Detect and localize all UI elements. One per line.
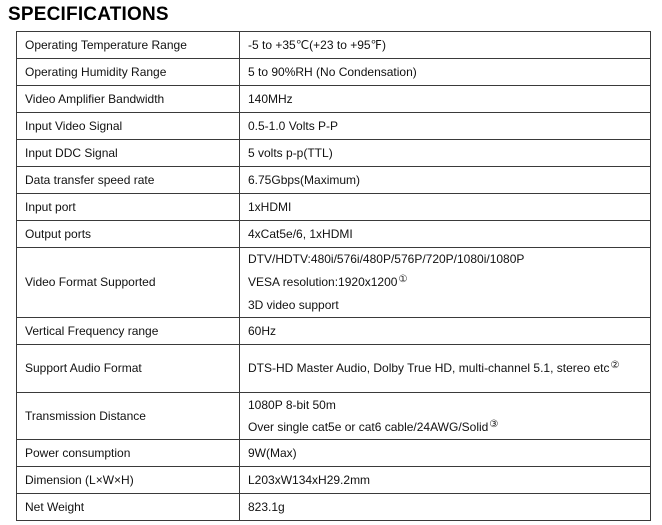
table-row <box>17 32 651 59</box>
spec-value-text: VESA resolution:1920x1200 <box>248 275 398 289</box>
table-row <box>17 140 651 167</box>
spec-label: Data transfer speed rate <box>17 167 240 194</box>
spec-value <box>240 32 651 59</box>
spec-value-line <box>248 173 650 188</box>
footnote-marker: ③ <box>489 419 499 430</box>
spec-value <box>240 467 651 494</box>
spec-value <box>240 345 651 393</box>
spec-value-line <box>248 500 650 515</box>
spec-value-line <box>248 146 650 161</box>
spec-value-text: DTV/HDTV:480i/576i/480P/576P/720P/1080i/1080P <box>248 252 525 266</box>
spec-label: Input Video Signal <box>17 113 240 140</box>
spec-value-line <box>248 294 650 317</box>
spec-value <box>240 393 651 440</box>
spec-value-line <box>248 416 650 438</box>
spec-value-text: 140MHz <box>248 91 293 106</box>
spec-value-line <box>248 324 650 339</box>
spec-value-line <box>248 473 650 488</box>
spec-value-text: 1080P 8-bit 50m <box>248 398 336 412</box>
spec-label: Input port <box>17 194 240 221</box>
spec-label: Transmission Distance <box>17 393 240 440</box>
spec-label: Power consumption <box>17 440 240 467</box>
specifications-table-body <box>17 32 651 521</box>
spec-value <box>240 221 651 248</box>
spec-value <box>240 59 651 86</box>
spec-value-text: 4xCat5e/6, 1xHDMI <box>248 226 353 241</box>
spec-label: Output ports <box>17 221 240 248</box>
spec-value <box>240 494 651 521</box>
page-title: SPECIFICATIONS <box>8 4 169 25</box>
table-row <box>17 345 651 393</box>
spec-value-text: 9W(Max) <box>248 445 297 460</box>
table-row <box>17 167 651 194</box>
spec-value-line <box>248 271 650 294</box>
spec-value-line <box>248 446 650 461</box>
spec-value <box>240 248 651 318</box>
spec-value-text: L203xW134xH29.2mm <box>248 472 371 487</box>
spec-value-text: 5 volts p-p(TTL) <box>248 145 333 160</box>
table-row <box>17 494 651 521</box>
table-row <box>17 440 651 467</box>
spec-value <box>240 113 651 140</box>
table-row <box>17 467 651 494</box>
table-row <box>17 221 651 248</box>
spec-value-line <box>248 38 650 53</box>
footnote-marker: ① <box>398 274 408 285</box>
table-row <box>17 86 651 113</box>
spec-label: Vertical Frequency range <box>17 318 240 345</box>
spec-label: Video Format Supported <box>17 248 240 318</box>
spec-label: Video Amplifier Bandwidth <box>17 86 240 113</box>
table-row <box>17 113 651 140</box>
spec-value <box>240 86 651 113</box>
spec-value <box>240 194 651 221</box>
spec-label: Input DDC Signal <box>17 140 240 167</box>
spec-value-text: 60Hz <box>248 323 277 338</box>
spec-value-text: Over single cat5e or cat6 cable/24AWG/Solid <box>248 420 489 434</box>
spec-value-line <box>248 227 650 242</box>
spec-value-text: 5 to 90%RH (No Condensation) <box>248 64 417 79</box>
spec-value <box>240 440 651 467</box>
spec-value-line <box>248 248 650 271</box>
spec-value-line <box>248 200 650 215</box>
table-row <box>17 318 651 345</box>
specifications-table <box>16 31 651 521</box>
table-row <box>17 248 651 318</box>
spec-value-line <box>248 361 650 376</box>
spec-value <box>240 318 651 345</box>
spec-value-text: DTS-HD Master Audio, Dolby True HD, multi-channel 5.1, stereo etc <box>248 361 610 375</box>
spec-label: Net Weight <box>17 494 240 521</box>
table-row <box>17 59 651 86</box>
spec-value-text: 1xHDMI <box>248 199 292 214</box>
footnote-marker: ② <box>610 360 620 371</box>
spec-value <box>240 167 651 194</box>
spec-value-line <box>248 65 650 80</box>
spec-value-line <box>248 119 650 134</box>
table-row <box>17 393 651 440</box>
spec-label: Support Audio Format <box>17 345 240 393</box>
spec-value-text: 823.1g <box>248 499 285 514</box>
spec-value-text: 0.5-1.0 Volts P-P <box>248 118 339 133</box>
spec-label: Operating Temperature Range <box>17 32 240 59</box>
spec-value <box>240 140 651 167</box>
table-row <box>17 194 651 221</box>
spec-label: Operating Humidity Range <box>17 59 240 86</box>
spec-value-text: 6.75Gbps(Maximum) <box>248 172 361 187</box>
spec-value-line <box>248 394 650 416</box>
spec-label: Dimension (L×W×H) <box>17 467 240 494</box>
spec-value-text: -5 to +35℃(+23 to +95℉) <box>248 37 386 52</box>
spec-value-text: 3D video support <box>248 298 339 312</box>
spec-value-line <box>248 92 650 107</box>
